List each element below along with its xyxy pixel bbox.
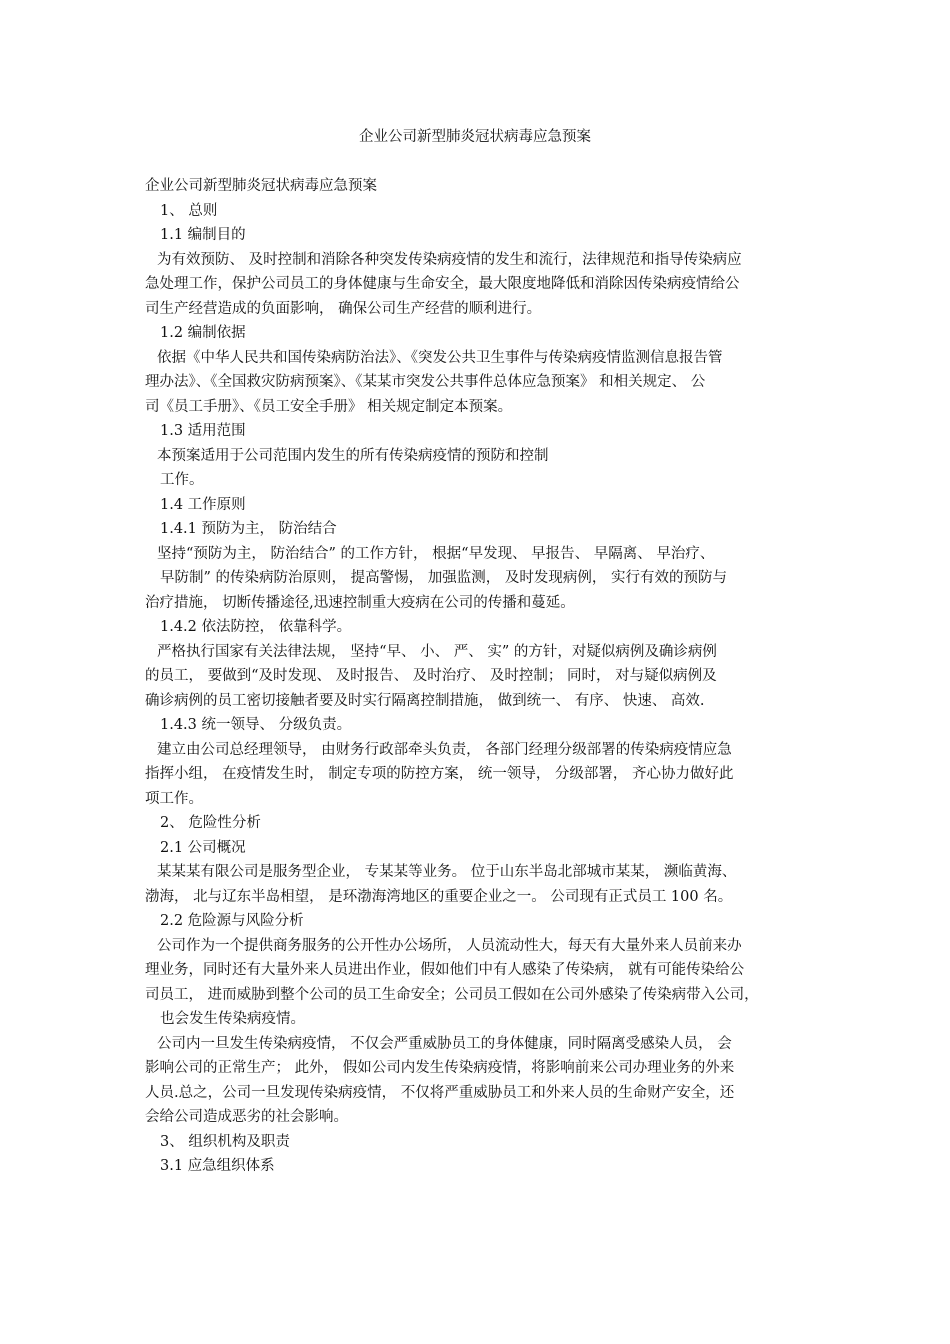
text-line: 1.4 工作原则 [160,496,246,513]
text-line: 某某某有限公司是服务型企业， 专某某等业务。 位于山东半岛北部城市某某， 濒临黄海、 [157,864,737,880]
text-line: 早防制” 的传染病防治原则， 提高警惕， 加强监测， 及时发现病例， 实行有效的预防与 [160,570,727,586]
text-line: 影响公司的正常生产； 此外， 假如公司内发生传染病疫情，将影响前来公司办理业务的外来 [145,1060,735,1076]
text-line: 坚持“预防为主， 防治结合” 的工作方针， 根据“早发现、 早报告、 早隔离、 早治疗、 [157,545,715,562]
text-line: 急处理工作，保护公司员工的身体健康与生命安全，最大限度地降低和消除因传染病疫情给公 [145,276,740,292]
text-line: 项工作。 [145,790,203,807]
text-line: 1.4.3 统一领导、 分级负责。 [160,717,352,733]
text-line: 1.3 适用范围 [160,423,246,439]
text-line: 治疗措施， 切断传播途径,迅速控制重大疫病在公司的传播和蔓延。 [145,594,575,611]
text-line: 3、 组织机构及职责 [160,1133,290,1150]
text-line: 工作。 [160,472,204,488]
text-line: 依据《中华人民共和国传染病防治法》、《突发公共卫生事件与传染病疫情监测信息报告管 [157,349,723,366]
text-line: 理办法》、《全国救灾防病预案》、《某某市突发公共事件总体应急预案》 和相关规定、 公 [145,374,706,390]
text-line: 渤海， 北与辽东半岛相望， 是环渤海湾地区的重要企业之一。 公司现有正式员工 100 名。 [145,888,733,905]
text-line: 为有效预防、 及时控制和消除各种突发传染病疫情的发生和流行，法律规范和指导传染病应 [157,251,742,268]
text-line: 理业务，同时还有大量外来人员进出作业，假如他们中有人感染了传染病， 就有可能传染给公 [145,962,745,978]
text-line: 公司作为一个提供商务服务的公开性办公场所， 人员流动性大，每天有大量外来人员前来办 [157,937,742,954]
document-body [145,174,815,1179]
text-line: 企业公司新型肺炎冠状病毒应急预案 [145,178,377,194]
text-line: 2.2 危险源与风险分析 [160,913,304,929]
text-line: 1.4.1 预防为主， 防治结合 [160,521,337,537]
text-line: 司员工， 进而威胁到整个公司的员工生命安全；公司员工假如在公司外感染了传染病带入公司， [145,986,759,1003]
text-line: 会给公司造成恶劣的社会影响。 [145,1109,348,1125]
text-line: 指挥小组， 在疫情发生时， 制定专项的防控方案， 统一领导， 分级部署， 齐心协力做好此 [145,766,734,782]
text-line: 3.1 应急组织体系 [160,1158,275,1174]
text-line: 司生产经营造成的负面影响， 确保公司生产经营的顺利进行。 [145,300,542,317]
text-line: 1.1 编制目的 [160,227,246,243]
text-line: 2.1 公司概况 [160,839,246,856]
text-line: 1.4.2 依法防控， 依靠科学。 [160,619,352,635]
text-line: 的员工， 要做到“及时发现、 及时报告、 及时治疗、 及时控制； 同时， 对与疑似病例及 [145,668,717,684]
text-line: 人员.总之，公司一旦发现传染病疫情， 不仅将严重威胁员工和外来人员的生命财产安全，还 [145,1084,735,1101]
text-line: 1、 总则 [160,202,218,219]
text-line: 建立由公司总经理领导， 由财务行政部牵头负责， 各部门经理分级部署的传染病疫情应急 [157,741,732,758]
text-line: 确诊病例的员工密切接触者要及时实行隔离控制措施， 做到统一、 有序、 快速、 高效. [145,692,705,709]
text-line: 司《员工手册》、《员工安全手册》 相关规定制定本预案。 [145,398,513,415]
text-line: 严格执行国家有关法律法规， 坚持“早、 小、 严、 实” 的方针，对疑似病例及确诊病例 [157,643,717,660]
text-line: 公司内一旦发生传染病疫情， 不仅会严重威胁员工的身体健康，同时隔离受感染人员， 会 [157,1035,732,1052]
text-line: 2、 危险性分析 [160,815,261,831]
text-line: 本预案适用于公司范围内发生的所有传染病疫情的预防和控制 [157,447,549,464]
text-line: 1.2 编制依据 [160,325,246,341]
document-title: 企业公司新型肺炎冠状病毒应急预案 [359,129,591,145]
text-line: 也会发生传染病疫情。 [160,1011,305,1027]
